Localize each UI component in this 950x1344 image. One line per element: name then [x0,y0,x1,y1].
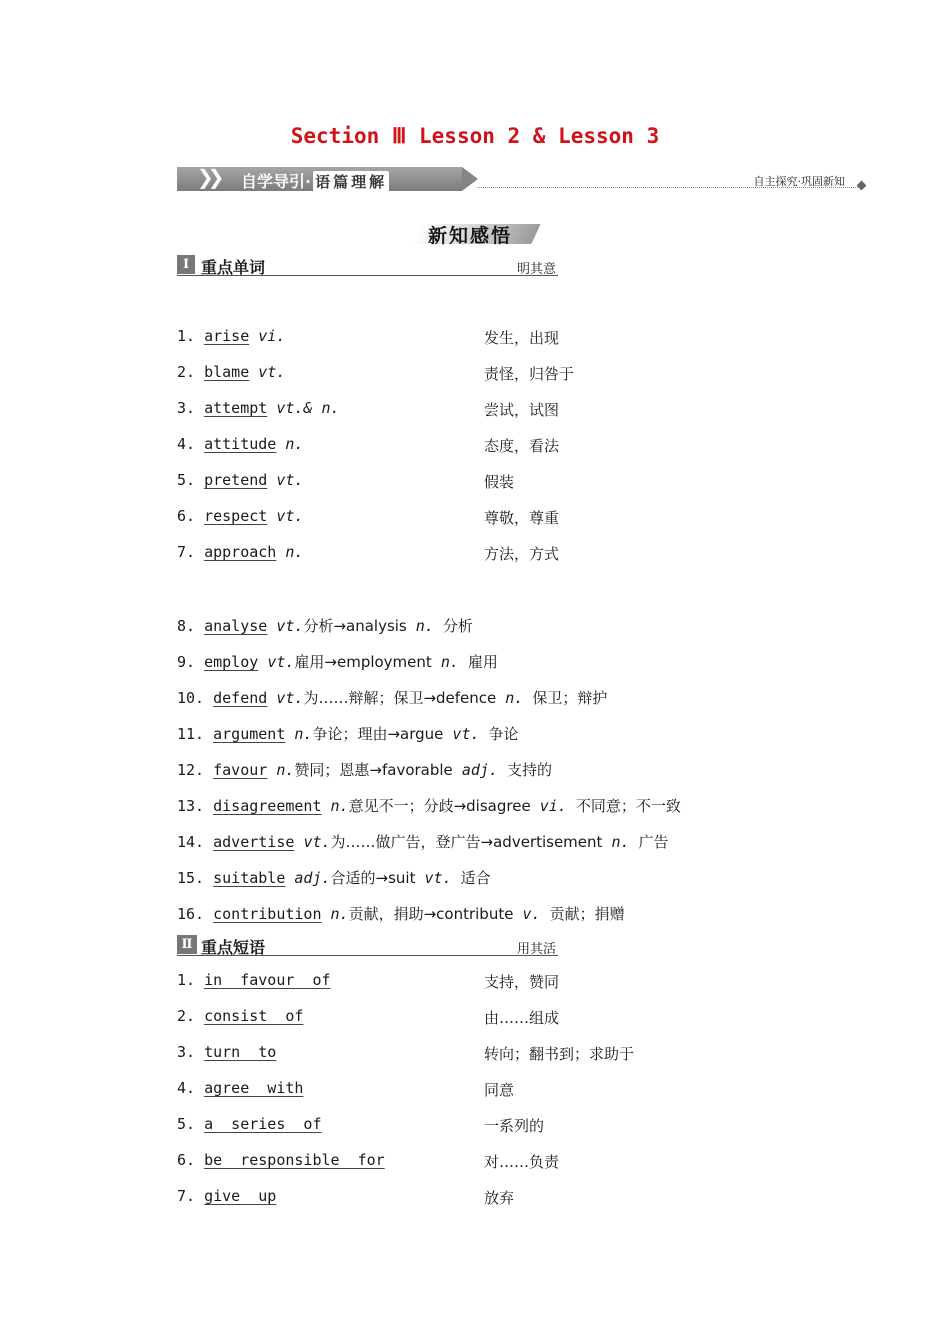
item-number: 5. [177,1115,196,1133]
word-row [177,507,303,525]
part-of-speech: adj. [294,869,331,887]
derivation-text: 意见不一；分歧→disagree [348,797,531,815]
derivation-text: 争论；理由→argue [312,725,444,743]
phrase-meaning: 转向；翻书到；求助于 [484,1045,635,1063]
item-number: 14. [177,833,205,851]
phrase-row [177,1115,322,1133]
derived-meaning: 分析 [442,617,473,635]
word-row [177,435,303,453]
item-number: 9. [177,653,196,671]
derivation-text: 合适的→suit [330,869,416,887]
word-meaning: 假装 [484,473,515,491]
phrase-meaning: 支持，赞同 [484,973,560,991]
banner-sub-text: 语篇理解 [315,173,388,191]
word-meaning: 责怪，归咎于 [484,365,575,383]
vocab-word: disagreement [213,797,322,815]
word-meaning: 尊敬，尊重 [484,509,560,527]
section-title: 重点短语 [201,938,266,957]
derivation-text: 为……辩解；保卫→defence [303,689,497,707]
part-of-speech: vi. [539,797,567,815]
section-banner [177,165,867,193]
vocab-word: advertise [213,833,295,851]
section-number-badge: Ⅱ [177,935,197,954]
item-number: 1. [177,327,196,345]
derived-meaning: 适合 [460,869,491,887]
page-title: Section Ⅲ Lesson 2 & Lesson 3 [290,124,660,148]
item-number: 15. [177,869,205,887]
item-number: 4. [177,1079,196,1097]
phrase-text: a series of [204,1115,322,1133]
section-note: 明其意 [516,262,556,277]
vocab-word: defend [213,689,268,707]
phrase-row [177,1043,276,1061]
derived-meaning: 雇用 [467,653,498,671]
part-of-speech: vt. [276,507,304,525]
word-meaning: 态度，看法 [484,437,560,455]
vocab-word: arise [204,327,250,345]
vocab-word: suitable [213,869,286,887]
word-meaning: 方法，方式 [484,545,560,563]
derivation-text: 雇用→employment [294,653,432,671]
vocab-word: pretend [204,471,268,489]
double-chevron-icon: ❯❯ [197,165,219,189]
phrase-meaning: 由……组成 [484,1009,560,1027]
phrase-meaning: 放弃 [484,1189,515,1207]
section-note: 用其活 [516,942,556,957]
item-number: 11. [177,725,205,743]
item-number: 7. [177,1187,196,1205]
part-of-speech: vt. [276,689,304,707]
phrase-meaning: 一系列的 [484,1117,545,1135]
part-of-speech: n. [505,689,524,707]
phrase-row [177,1187,276,1205]
word-meaning: 发生，出现 [484,329,560,347]
derived-meaning: 广告 [638,833,669,851]
derived-meaning: 保卫；辩护 [532,689,608,707]
part-of-speech: vt. [258,363,286,381]
word-row [177,399,340,417]
item-number: 6. [177,507,196,525]
part-of-speech: n. [285,435,304,453]
vocab-word: attitude [204,435,277,453]
item-number: 3. [177,1043,196,1061]
derived-row [177,903,625,924]
part-of-speech: vt. [267,653,295,671]
derived-row [177,759,552,780]
phrase-text: turn to [204,1043,277,1061]
section-title: 重点单词 [201,258,266,277]
word-meaning: 尝试，试图 [484,401,560,419]
phrase-meaning: 对……负责 [484,1153,560,1171]
part-of-speech: vi. [258,327,286,345]
section-header-phrases [177,935,558,956]
banner-right-text: 自主探究·巩固新知 [753,175,845,188]
part-of-speech: vt. [452,725,480,743]
vocab-word: blame [204,363,250,381]
vocab-word: favour [213,761,268,779]
diamond-icon [857,181,867,191]
part-of-speech: n. [611,833,630,851]
item-number: 1. [177,971,196,989]
vocab-word: employ [204,653,259,671]
vocab-word: attempt [204,399,268,417]
word-row [177,471,303,489]
phrase-row [177,1151,385,1169]
part-of-speech: vt. [303,833,331,851]
part-of-speech: n. [330,905,349,923]
subheading-text: 新知感悟 [428,225,513,247]
part-of-speech: v. [522,905,541,923]
part-of-speech: vt. [276,617,304,635]
banner-main-text: 自学导引· [241,172,312,191]
derived-meaning: 支持的 [506,761,552,779]
derived-row [177,867,491,888]
derivation-text: 贡献，捐助→contribute [348,905,514,923]
item-number: 3. [177,399,196,417]
derived-meaning: 贡献；捐赠 [549,905,625,923]
derivation-text: 为……做广告，登广告→advertisement [330,833,603,851]
part-of-speech: n. [330,797,349,815]
item-number: 2. [177,1007,196,1025]
part-of-speech: vt.& n. [276,399,340,417]
vocab-word: contribution [213,905,322,923]
part-of-speech: adj. [461,761,498,779]
word-row [177,543,303,561]
phrase-text: give up [204,1187,277,1205]
word-row [177,363,285,381]
section-header-words [177,255,558,276]
item-number: 4. [177,435,196,453]
derivation-text: 赞同；恩惠→favorable [294,761,453,779]
item-number: 2. [177,363,196,381]
derived-row [177,795,681,816]
phrase-row [177,1007,303,1025]
part-of-speech: vt. [276,471,304,489]
item-number: 5. [177,471,196,489]
item-number: 13. [177,797,205,815]
subheading [410,220,542,246]
phrase-text: be responsible for [204,1151,385,1169]
item-number: 12. [177,761,205,779]
derived-row [177,831,669,852]
vocab-word: analyse [204,617,268,635]
section-number-badge: Ⅰ [177,255,195,274]
vocab-word: argument [213,725,286,743]
phrase-text: agree with [204,1079,304,1097]
phrase-row [177,971,331,989]
phrase-text: consist of [204,1007,304,1025]
part-of-speech: n. [415,617,434,635]
item-number: 6. [177,1151,196,1169]
derived-row [177,615,473,636]
derivation-text: 分析→analysis [303,617,407,635]
part-of-speech: vt. [424,869,452,887]
banner-title [241,169,389,192]
derived-meaning: 争论 [488,725,519,743]
item-number: 7. [177,543,196,561]
derived-row [177,687,607,708]
word-row [177,327,285,345]
item-number: 8. [177,617,196,635]
vocab-word: approach [204,543,277,561]
derived-row [177,651,498,672]
item-number: 16. [177,905,205,923]
derived-row [177,723,519,744]
phrase-row [177,1079,303,1097]
phrase-meaning: 同意 [484,1081,515,1099]
derived-meaning: 不同意；不一致 [575,797,681,815]
part-of-speech: n. [285,543,304,561]
part-of-speech: n. [276,761,295,779]
part-of-speech: n. [294,725,313,743]
part-of-speech: n. [440,653,459,671]
phrase-text: in favour of [204,971,331,989]
item-number: 10. [177,689,205,707]
vocab-word: respect [204,507,268,525]
